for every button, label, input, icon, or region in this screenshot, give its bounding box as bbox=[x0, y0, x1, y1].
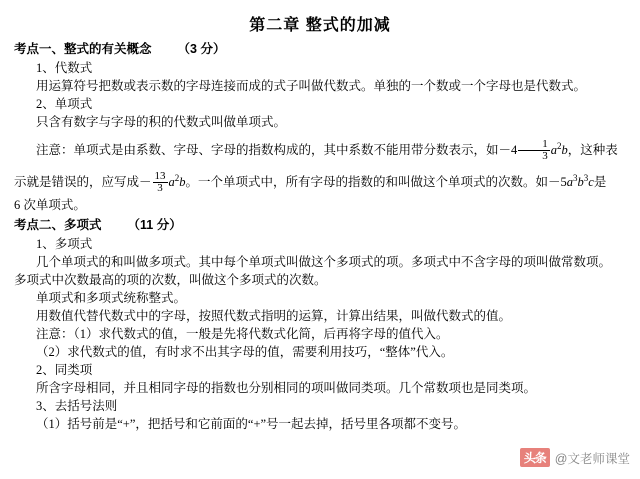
toutiao-badge-icon: 头条 bbox=[520, 448, 550, 467]
fraction-line-a-minus: － bbox=[498, 143, 512, 158]
section-heading-1-label: 考点一、整式的有关概念 bbox=[14, 42, 152, 56]
item-1-1: 1、代数式 bbox=[36, 61, 93, 75]
item-2-9: 所含字母相同，并且相同字母的指数也分别相同的项叫做同类项。几个常数项也是同类项。 bbox=[36, 381, 537, 396]
section-heading-2-score: （11 分） bbox=[127, 218, 182, 233]
fraction-line-a-exp: 2 bbox=[557, 141, 562, 151]
fraction-line-b-var: a bbox=[168, 175, 175, 190]
watermark bbox=[520, 448, 630, 467]
item-1-3: 2、单项式 bbox=[36, 97, 93, 111]
fraction-line-a-var2: b bbox=[561, 143, 568, 158]
fraction-line-a-var: a bbox=[550, 143, 558, 158]
fraction-line-b-tail: 是 bbox=[593, 175, 607, 190]
fraction-line-b-exp: 2 bbox=[174, 173, 180, 184]
section-heading-1 bbox=[14, 41, 626, 58]
item-2-3: 多项式中次数最高的项的次数，叫做这个多项式的次数。 bbox=[14, 273, 327, 288]
item-2-11: （1）括号前是“+”，把括号和它前面的“+”号一起去掉，括号里各项都不变号。 bbox=[36, 417, 467, 432]
fraction-line-b-minus: － bbox=[548, 175, 561, 190]
item-2-2: 几个单项式的和叫做多项式。其中每个单项式叫做这个多项式的项。多项式中不含字母的项叫做常数项。 bbox=[36, 255, 612, 270]
section-heading-2 bbox=[14, 217, 626, 234]
item-1-7: 6 次单项式。 bbox=[14, 198, 86, 213]
item-2-1: 1、多项式 bbox=[36, 237, 93, 252]
monomial-exp-1: 3 bbox=[573, 173, 578, 184]
fraction-denominator: 3 bbox=[542, 150, 548, 163]
fraction-line-b-pre: 示就是错误的，应写成－ bbox=[14, 175, 152, 190]
fraction-line-b-coef: 5 bbox=[560, 175, 567, 190]
section-heading-2-label: 考点二、多项式 bbox=[14, 218, 102, 233]
item-2-10: 3、去括号法则 bbox=[36, 399, 118, 414]
page-title: 第二章 整式的加减 bbox=[249, 17, 391, 34]
fraction-thirteen-thirds bbox=[153, 171, 168, 195]
fraction-numerator: 1 bbox=[518, 139, 550, 152]
fraction-line-b-post: 。一个单项式中，所有字母的指数的和叫做这个单项式的次数。如 bbox=[185, 175, 549, 190]
item-2-6: 注意：（1）求代数式的值，一般是先将代数式化简，后再将字母的值代入。 bbox=[36, 327, 449, 342]
fraction-line-a-pre: 注意：单项式是由系数、字母、字母的指数构成的，其中系数不能用带分数表示，如 bbox=[36, 143, 499, 158]
item-1-4: 只含有数字与字母的积的代数式叫做单项式。 bbox=[36, 115, 287, 129]
item-1-6-fraction-line bbox=[14, 165, 626, 195]
fraction-line-a-coef: 4 bbox=[511, 143, 518, 158]
item-2-7: （2）求代数式的值，有时求不出其字母的值，需要利用技巧，“整体”代入。 bbox=[36, 345, 454, 360]
fraction-denominator: 3 bbox=[157, 182, 163, 195]
fraction-numerator: 13 bbox=[154, 169, 166, 182]
item-2-5: 用数值代替代数式中的字母，按照代数式指明的运算，计算出结果，叫做代数式的值。 bbox=[36, 309, 512, 324]
fraction-one-third bbox=[518, 139, 550, 163]
item-2-4: 单项式和多项式统称整式。 bbox=[36, 291, 187, 306]
fraction-line-b-var2: b bbox=[179, 175, 186, 190]
item-1-5-fraction-line bbox=[14, 133, 626, 163]
item-2-8: 2、同类项 bbox=[36, 363, 93, 378]
section-heading-1-score: （3 分） bbox=[177, 42, 226, 56]
watermark-author: @文老师课堂 bbox=[554, 451, 630, 466]
fraction-line-a-post: ，这种表 bbox=[567, 143, 618, 158]
monomial-exp-2: 3 bbox=[583, 173, 589, 184]
monomial-var-1: a bbox=[566, 175, 574, 190]
monomial-var-2: b bbox=[577, 175, 584, 190]
monomial-var-3: c bbox=[588, 175, 594, 190]
item-1-2: 用运算符号把数或表示数的字母连接而成的式子叫做代数式。单独的一个数或一个字母也是代数式。 bbox=[36, 79, 587, 93]
